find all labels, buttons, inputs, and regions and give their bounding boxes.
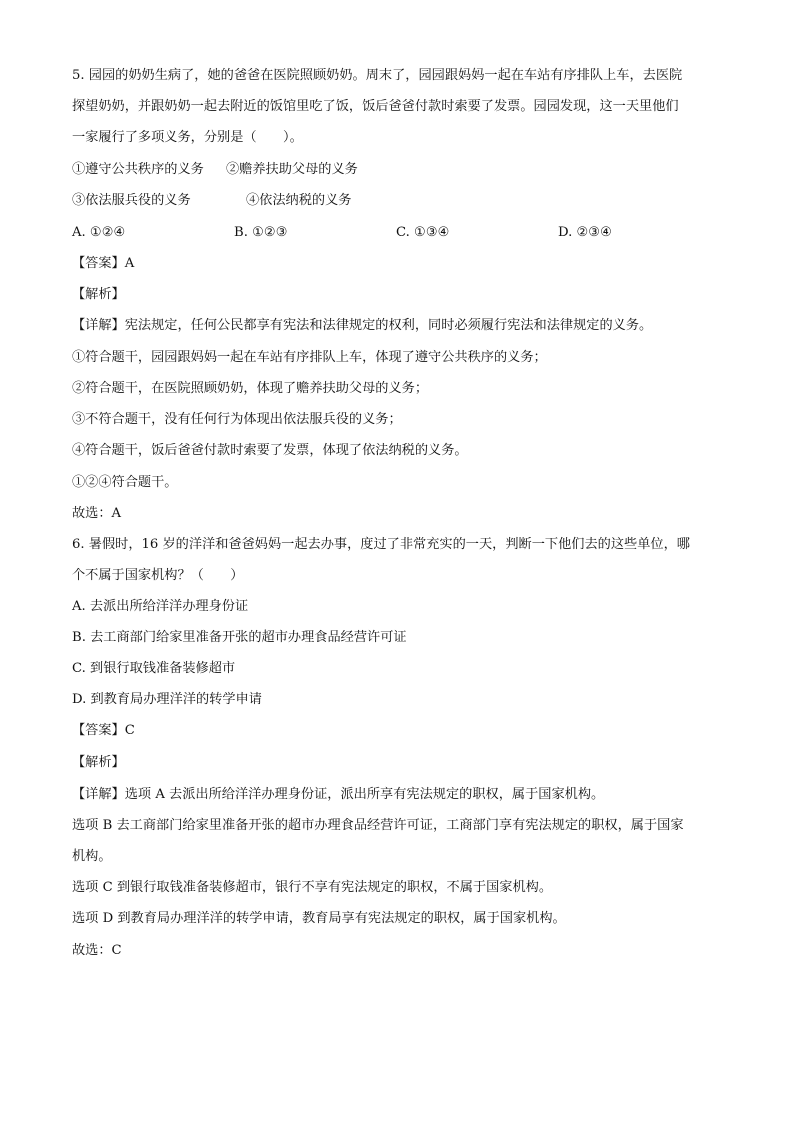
q6-analysis-line-4: 选项 C 到银行取钱准备装修超市，银行不享有宪法规定的职权，不属于国家机构。 <box>72 880 553 895</box>
q6-stem-line-2: 个不属于国家机构？（ ） <box>72 568 244 583</box>
q5-item-3: ③依法服兵役的义务 <box>72 193 191 208</box>
q6-analysis-line-5: 选项 D 到教育局办理洋洋的转学申请，教育局享有宪法规定的职权，属于国家机构。 <box>72 911 566 926</box>
q6-option-d: D. 到教育局办理洋洋的转学申请 <box>72 692 262 707</box>
q5-stem-line-2: 探望奶奶，并跟奶奶一起去附近的饭馆里吃了饭，饭后爸爸付款时索要了发票。园园发现，这一天里他们 <box>72 99 679 114</box>
q5-stem-line-3: 一家履行了多项义务，分别是（ ）。 <box>72 130 303 145</box>
q6-analysis-line-3: 机构。 <box>72 849 112 864</box>
q5-conclusion: 故选：A <box>72 506 122 521</box>
q5-analysis-line-1: 【详解】宪法规定，任何公民都享有宪法和法律规定的权利，同时必须履行宪法和法律规定的义务。 <box>72 318 653 333</box>
q5-item-4: ④依法纳税的义务 <box>246 193 352 208</box>
q6-answer: 【答案】C <box>72 723 135 738</box>
q5-analysis-line-5: ④符合题干，饭后爸爸付款时索要了发票，体现了依法纳税的义务。 <box>72 443 468 458</box>
q6-stem-line-1: 6. 暑假时，16 岁的洋洋和爸爸妈妈一起去办事，度过了非常充实的一天，判断一下他们去的这些单位，哪 <box>72 537 690 552</box>
q5-option-a: A. ①②④ <box>72 225 126 240</box>
q5-analysis-label: 【解析】 <box>72 287 125 302</box>
q5-item-1: ①遵守公共秩序的义务 <box>72 162 204 177</box>
q6-analysis-line-1: 【详解】选项 A 去派出所给洋洋办理身份证，派出所享有宪法规定的职权，属于国家机构。 <box>72 787 605 802</box>
q5-option-d: D. ②③④ <box>558 225 612 240</box>
q5-analysis-line-2: ①符合题干，园园跟妈妈一起在车站有序排队上车，体现了遵守公共秩序的义务； <box>72 350 547 365</box>
q6-conclusion: 故选：C <box>72 943 122 958</box>
q5-option-b: B. ①②③ <box>234 225 288 240</box>
q6-option-a: A. 去派出所给洋洋办理身份证 <box>72 599 249 614</box>
q6-option-b: B. 去工商部门给家里准备开张的超市办理食品经营许可证 <box>72 630 407 645</box>
q5-answer: 【答案】A <box>72 256 135 271</box>
q6-analysis-label: 【解析】 <box>72 755 125 770</box>
q5-analysis-line-3: ②符合题干，在医院照顾奶奶，体现了赡养扶助父母的义务； <box>72 381 429 396</box>
q5-analysis-line-4: ③不符合题干，没有任何行为体现出依法服兵役的义务； <box>72 412 402 427</box>
q5-stem-line-1: 5. 园园的奶奶生病了，她的爸爸在医院照顾奶奶。周末了，园园跟妈妈一起在车站有序排队上车，去医院 <box>72 68 683 83</box>
q5-option-c: C. ①③④ <box>396 225 450 240</box>
q6-analysis-line-2: 选项 B 去工商部门给家里准备开张的超市办理食品经营许可证，工商部门享有宪法规定的职权，属于国家 <box>72 818 684 833</box>
q6-option-c: C. 到银行取钱准备装修超市 <box>72 661 236 676</box>
q5-item-2: ②赡养扶助父母的义务 <box>226 162 358 177</box>
q5-analysis-line-6: ①②④符合题干。 <box>72 475 178 490</box>
